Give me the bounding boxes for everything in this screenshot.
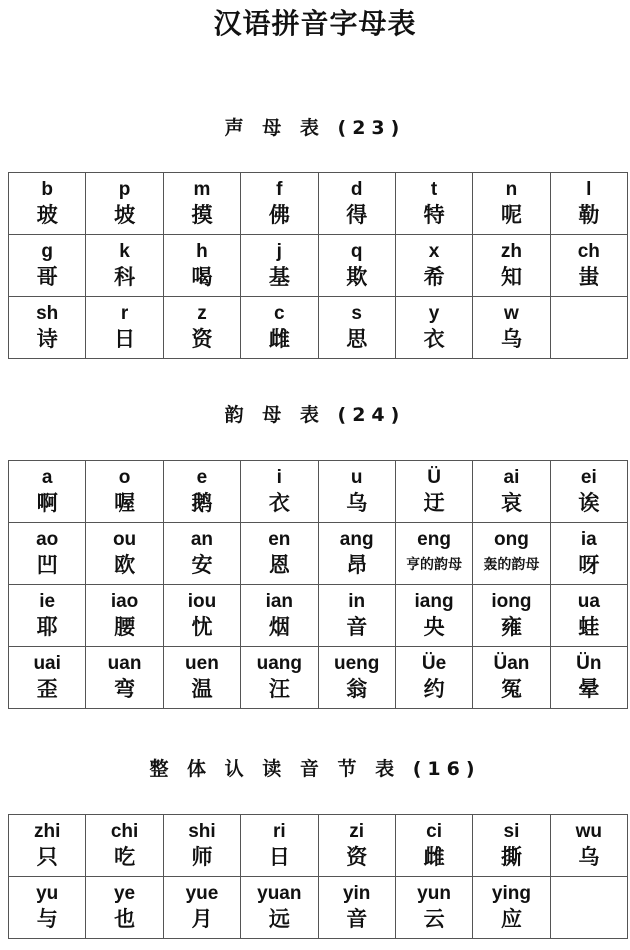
pinyin-label: y bbox=[428, 302, 440, 324]
letter-cell bbox=[318, 297, 395, 359]
pinyin-label: zi bbox=[349, 820, 365, 842]
letter-cell bbox=[473, 235, 550, 297]
hanzi-label: 撕 bbox=[500, 844, 522, 869]
letter-cell bbox=[9, 523, 86, 585]
pinyin-label: z bbox=[197, 302, 207, 324]
pinyin-label: uang bbox=[256, 652, 302, 674]
pinyin-label: ch bbox=[577, 240, 600, 262]
table-row bbox=[9, 235, 628, 297]
hanzi-label: 音 bbox=[346, 906, 368, 931]
letter-cell bbox=[550, 297, 627, 359]
hanzi-label: 安 bbox=[191, 552, 213, 577]
hanzi-label: 冤 bbox=[500, 676, 522, 701]
hanzi-label: 与 bbox=[36, 906, 58, 931]
table-row bbox=[9, 815, 628, 877]
hanzi-label: 乌 bbox=[346, 490, 368, 515]
hanzi-label: 诗 bbox=[36, 326, 58, 351]
pinyin-label: s bbox=[351, 302, 362, 324]
page-title: 汉语拼音字母表 bbox=[213, 7, 417, 40]
pinyin-label: q bbox=[350, 240, 363, 262]
letter-cell bbox=[9, 647, 86, 709]
pinyin-label: ao bbox=[36, 528, 59, 550]
hanzi-label: 约 bbox=[423, 676, 445, 701]
pinyin-label: x bbox=[428, 240, 440, 262]
letter-cell bbox=[241, 815, 318, 877]
letter-cell bbox=[395, 647, 472, 709]
letter-cell bbox=[163, 877, 240, 939]
hanzi-label: 玻 bbox=[36, 202, 58, 227]
letter-cell bbox=[241, 523, 318, 585]
hanzi-label: 基 bbox=[268, 264, 290, 289]
pinyin-label: en bbox=[268, 528, 291, 550]
hanzi-label: 翁 bbox=[346, 676, 368, 701]
pinyin-label: c bbox=[274, 302, 285, 324]
letter-cell bbox=[163, 173, 240, 235]
pinyin-label: zhi bbox=[33, 820, 61, 842]
letter-cell bbox=[473, 297, 550, 359]
hanzi-label: 哀 bbox=[500, 490, 522, 515]
letter-cell bbox=[473, 523, 550, 585]
letter-cell bbox=[86, 235, 163, 297]
pinyin-label: p bbox=[118, 178, 131, 200]
hanzi-label: 呀 bbox=[578, 552, 600, 577]
letter-cell bbox=[9, 585, 86, 647]
letter-cell bbox=[163, 815, 240, 877]
hanzi-label: 勒 bbox=[578, 202, 600, 227]
table-row bbox=[9, 523, 628, 585]
hanzi-label: 日 bbox=[268, 844, 290, 869]
hanzi-label: 雌 bbox=[423, 844, 445, 869]
hanzi-label: 坡 bbox=[114, 202, 136, 227]
letter-cell bbox=[395, 235, 472, 297]
letter-cell bbox=[163, 461, 240, 523]
pinyin-label: ci bbox=[426, 820, 442, 842]
hanzi-label: 科 bbox=[114, 264, 136, 289]
pinyin-label: wu bbox=[575, 820, 602, 842]
pinyin-label: w bbox=[504, 302, 519, 324]
letter-cell bbox=[9, 297, 86, 359]
hanzi-label: 只 bbox=[36, 844, 58, 869]
finals-heading: 韵 母 表 (24) bbox=[224, 404, 406, 426]
letter-cell bbox=[163, 297, 240, 359]
table-row bbox=[9, 585, 628, 647]
letter-cell bbox=[318, 585, 395, 647]
letter-cell bbox=[241, 647, 318, 709]
hanzi-label: 月 bbox=[191, 906, 213, 931]
whole-syllables-heading: 整 体 认 读 音 节 表 (16) bbox=[149, 758, 481, 780]
pinyin-label: l bbox=[586, 178, 592, 200]
letter-cell bbox=[473, 815, 550, 877]
letter-cell bbox=[86, 461, 163, 523]
pinyin-label: o bbox=[118, 466, 131, 488]
letter-cell bbox=[163, 647, 240, 709]
letter-cell bbox=[550, 647, 627, 709]
letter-cell bbox=[395, 815, 472, 877]
letter-cell bbox=[241, 173, 318, 235]
pinyin-label: uai bbox=[33, 652, 61, 674]
hanzi-label: 凹 bbox=[36, 552, 58, 577]
hanzi-label: 云 bbox=[423, 906, 445, 931]
pinyin-label: h bbox=[196, 240, 208, 262]
letter-cell bbox=[86, 523, 163, 585]
letter-cell bbox=[241, 235, 318, 297]
hanzi-label: 腰 bbox=[114, 614, 136, 639]
pinyin-label: ie bbox=[39, 590, 56, 612]
hanzi-label: 鹅 bbox=[191, 490, 213, 515]
hanzi-label: 知 bbox=[500, 264, 522, 289]
letter-cell bbox=[473, 585, 550, 647]
letter-cell bbox=[241, 297, 318, 359]
pinyin-label: b bbox=[41, 178, 53, 200]
letter-cell bbox=[241, 877, 318, 939]
pinyin-label: Üe bbox=[421, 652, 447, 674]
pinyin-label: si bbox=[503, 820, 520, 842]
letter-cell bbox=[241, 461, 318, 523]
pinyin-label: ai bbox=[503, 466, 520, 488]
hanzi-label: 昂 bbox=[346, 552, 368, 577]
pinyin-label: in bbox=[348, 590, 366, 612]
pinyin-label: yin bbox=[342, 882, 371, 904]
hanzi-label: 烟 bbox=[268, 614, 290, 639]
hanzi-label: 迂 bbox=[423, 490, 445, 515]
hanzi-label: 雌 bbox=[268, 326, 290, 351]
letter-cell bbox=[86, 297, 163, 359]
pinyin-label: iong bbox=[491, 590, 532, 612]
pinyin-label: ia bbox=[580, 528, 597, 550]
letter-cell bbox=[473, 173, 550, 235]
letter-cell bbox=[86, 815, 163, 877]
hanzi-label: 日 bbox=[114, 326, 136, 351]
letter-cell bbox=[550, 877, 627, 939]
pinyin-label: ri bbox=[272, 820, 286, 842]
hanzi-label: 思 bbox=[346, 326, 368, 351]
pinyin-label: yue bbox=[185, 882, 219, 904]
hanzi-label: 应 bbox=[500, 906, 522, 931]
letter-cell bbox=[550, 461, 627, 523]
letter-cell bbox=[395, 297, 472, 359]
pinyin-label: yu bbox=[36, 882, 59, 904]
pinyin-label: zh bbox=[500, 240, 522, 262]
pinyin-label: ueng bbox=[333, 652, 380, 674]
letter-cell bbox=[550, 523, 627, 585]
letter-cell bbox=[395, 461, 472, 523]
pinyin-label: an bbox=[190, 528, 214, 550]
letter-cell bbox=[395, 877, 472, 939]
hanzi-label: 得 bbox=[346, 202, 368, 227]
pinyin-label: eng bbox=[417, 528, 451, 550]
hanzi-label: 歪 bbox=[36, 676, 58, 701]
letter-cell bbox=[86, 173, 163, 235]
hanzi-label: 衣 bbox=[423, 326, 445, 351]
pinyin-label: j bbox=[276, 240, 282, 262]
letter-cell bbox=[318, 877, 395, 939]
hanzi-label: 蚩 bbox=[578, 264, 600, 289]
letter-cell bbox=[318, 647, 395, 709]
pinyin-label: Ün bbox=[576, 652, 602, 674]
pinyin-label: iao bbox=[110, 590, 139, 612]
letter-cell bbox=[318, 461, 395, 523]
pinyin-label: uan bbox=[107, 652, 142, 674]
letter-cell bbox=[473, 647, 550, 709]
pinyin-label: i bbox=[276, 466, 282, 488]
table-row bbox=[9, 877, 628, 939]
hanzi-label: 蛙 bbox=[578, 614, 600, 639]
pinyin-label: t bbox=[430, 178, 438, 200]
hanzi-label: 欧 bbox=[114, 552, 136, 577]
hanzi-label: 汪 bbox=[268, 676, 290, 701]
letter-cell bbox=[318, 523, 395, 585]
hanzi-label: 摸 bbox=[191, 202, 213, 227]
pinyin-label: ei bbox=[580, 466, 597, 488]
pinyin-label: d bbox=[350, 178, 363, 200]
hanzi-label: 音 bbox=[346, 614, 368, 639]
pinyin-label: f bbox=[276, 178, 283, 200]
letter-cell bbox=[86, 647, 163, 709]
hanzi-label: 弯 bbox=[114, 676, 136, 701]
letter-cell bbox=[163, 235, 240, 297]
pinyin-label: ian bbox=[265, 590, 294, 612]
initials-heading: 声 母 表 (23) bbox=[224, 117, 406, 139]
pinyin-label: uen bbox=[185, 652, 219, 674]
hanzi-label: 哥 bbox=[36, 264, 58, 289]
hanzi-label: 央 bbox=[423, 614, 445, 639]
letter-cell bbox=[395, 523, 472, 585]
letter-cell bbox=[9, 815, 86, 877]
table-row bbox=[9, 173, 628, 235]
letter-cell bbox=[9, 461, 86, 523]
hanzi-label: 资 bbox=[346, 844, 368, 869]
pinyin-label: yun bbox=[417, 882, 451, 904]
hanzi-label: 诶 bbox=[578, 490, 600, 515]
hanzi-label: 特 bbox=[423, 202, 445, 227]
hanzi-label: 温 bbox=[191, 676, 213, 701]
pinyin-label: ua bbox=[577, 590, 600, 612]
hanzi-label: 衣 bbox=[268, 490, 290, 515]
letter-cell bbox=[241, 585, 318, 647]
pinyin-label: Üan bbox=[493, 652, 530, 674]
pinyin-label: iou bbox=[187, 590, 217, 612]
letter-cell bbox=[550, 173, 627, 235]
hanzi-label: 佛 bbox=[268, 202, 290, 227]
pinyin-label: m bbox=[193, 178, 211, 200]
letter-cell bbox=[9, 173, 86, 235]
letter-cell bbox=[86, 877, 163, 939]
hanzi-label: 吃 bbox=[114, 844, 136, 869]
pinyin-label: u bbox=[350, 466, 363, 488]
letter-cell bbox=[163, 585, 240, 647]
letter-cell bbox=[473, 461, 550, 523]
hanzi-label: 恩 bbox=[268, 552, 290, 577]
table-row bbox=[9, 297, 628, 359]
hanzi-label: 啊 bbox=[36, 490, 58, 515]
initials-table bbox=[8, 172, 628, 359]
table-row bbox=[9, 461, 628, 523]
table-row bbox=[9, 647, 628, 709]
whole-syllables-table bbox=[8, 814, 628, 939]
pinyin-label: yuan bbox=[257, 882, 302, 904]
finals-table bbox=[8, 460, 628, 709]
letter-cell bbox=[318, 235, 395, 297]
pinyin-label: sh bbox=[36, 302, 59, 324]
pinyin-label: Ü bbox=[427, 466, 441, 488]
hanzi-label: 喝 bbox=[191, 264, 213, 289]
pinyin-label: iang bbox=[414, 590, 454, 612]
letter-cell bbox=[9, 235, 86, 297]
letter-cell bbox=[550, 235, 627, 297]
hanzi-label: 乌 bbox=[500, 326, 522, 351]
hanzi-label: 亨的韵母 bbox=[406, 556, 463, 573]
pinyin-label: ong bbox=[494, 528, 529, 550]
letter-cell bbox=[550, 585, 627, 647]
pinyin-label: ang bbox=[339, 528, 374, 550]
letter-cell bbox=[395, 585, 472, 647]
hanzi-label: 呢 bbox=[500, 202, 522, 227]
hanzi-label: 也 bbox=[114, 906, 136, 931]
hanzi-label: 乌 bbox=[578, 844, 600, 869]
hanzi-label: 忧 bbox=[191, 614, 213, 639]
pinyin-label: ying bbox=[491, 882, 531, 904]
pinyin-label: shi bbox=[188, 820, 216, 842]
hanzi-label: 师 bbox=[191, 844, 213, 869]
letter-cell bbox=[473, 877, 550, 939]
letter-cell bbox=[318, 173, 395, 235]
pinyin-label: n bbox=[505, 178, 518, 200]
hanzi-label: 希 bbox=[423, 264, 445, 289]
hanzi-label: 喔 bbox=[114, 490, 136, 515]
letter-cell bbox=[163, 523, 240, 585]
pinyin-label: e bbox=[196, 466, 208, 488]
hanzi-label: 轰的韵母 bbox=[483, 556, 540, 573]
pinyin-label: a bbox=[41, 466, 53, 488]
letter-cell bbox=[9, 877, 86, 939]
pinyin-label: chi bbox=[110, 820, 139, 842]
hanzi-label: 远 bbox=[268, 906, 290, 931]
pinyin-label: g bbox=[41, 240, 53, 262]
letter-cell bbox=[86, 585, 163, 647]
pinyin-label: r bbox=[120, 302, 129, 324]
letter-cell bbox=[550, 815, 627, 877]
pinyin-label: ou bbox=[112, 528, 137, 550]
hanzi-label: 欺 bbox=[346, 264, 368, 289]
letter-cell bbox=[395, 173, 472, 235]
hanzi-label: 资 bbox=[191, 326, 213, 351]
hanzi-label: 雍 bbox=[500, 614, 522, 639]
hanzi-label: 晕 bbox=[578, 676, 600, 701]
letter-cell bbox=[318, 815, 395, 877]
pinyin-label: k bbox=[119, 240, 130, 262]
hanzi-label: 耶 bbox=[36, 614, 58, 639]
pinyin-label: ye bbox=[113, 882, 136, 904]
